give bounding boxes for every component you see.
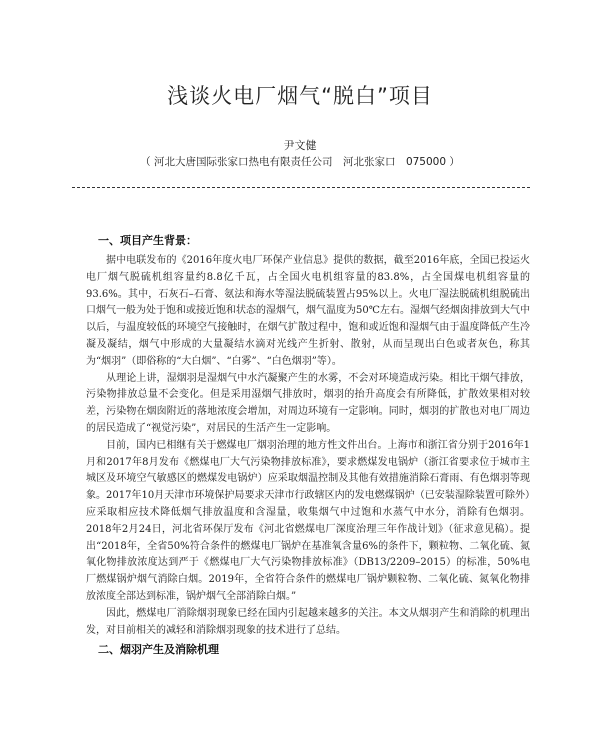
paragraph-2: 从理论上讲，湿烟羽是湿烟气中水汽凝聚产生的水雾，不会对环境造成污染。相比干烟气排放，污染物排放总量不会变化。但是采用湿烟气排放时，烟羽的抬升高度会有所降低，扩散效果相对较差，污染物在烟囱附近的落地浓度会增加，对周边环境有一定影响。同时，烟羽的扩散也对电厂周边的居民造成了“视觉污染”，对居民的生活产生一定影响。 — [86, 372, 530, 434]
section-heading-2: 二、烟羽产生及消除机理 — [98, 643, 219, 657]
paper-body — [86, 233, 530, 662]
paragraph-4: 因此，燃煤电厂消除烟羽现象已经在国内引起越来越多的关注。本文从烟羽产生和消除的机理出发，对目前相关的减轻和消除烟羽现象的技术进行了总结。 — [86, 607, 530, 636]
paragraph-3: 目前，国内已相继有关于燃煤电厂烟羽治理的地方性文件出台。上海市和浙江省分别于2016年1月和2017年8月发布《燃煤电厂大气污染物排放标准》，要求燃煤发电锅炉（浙江省要求位于城市主城区及环境空气敏感区的燃煤发电锅炉）应采取烟温控制及其他有效措施消除石膏雨、有色烟羽等现象。2017年10月天津市环境保护局要求天津市行政辖区内的发电燃煤锅炉（已安装湿除装置可除外）应采取相应技术降低烟气排放温度和含湿量，收集烟气中过饱和水蒸气中水分，消除有色烟羽。2018年2月24日，河北省环保厅发布《河北省燃煤电厂深度治理三年作战计划》（征求意见稿）。提出“2018年，全省50%符合条件的燃煤电厂锅炉在基准氧含量6%的条件下，颗粒物、二氧化硫、氮氧化物排放浓度达到严于《燃煤电厂大气污染物排放标准》（DB13/2209–2015）的标准，50%电厂燃煤锅炉烟气消除白烟。2019年，全省符合条件的燃煤电厂锅炉颗粒物、二氧化硫、氮氧化物排放浓度全部达到标准，锅炉烟气全部消除白烟。” — [86, 439, 530, 602]
paper-title: 浅谈火电厂烟气“脱白”项目 — [167, 84, 433, 108]
section-heading-1: 一、项目产生背景： — [98, 234, 197, 247]
author-affiliation: （ 河北大唐国际张家口热电有限责任公司 河北张家口 075000 ） — [140, 156, 460, 168]
author-name: 尹文健 — [283, 139, 317, 152]
header-divider — [72, 187, 530, 188]
paragraph-1: 据中电联发布的《2016年度火电厂环保产业信息》提供的数据，截至2016年底，全国已投运火电厂烟气脱硫机组容量约8.8亿千瓦，占全国火电机组容量的83.8%，占全国煤电机组容量的93.6%。其中，石灰石–石膏、氨法和海水等湿法脱硫装置占95%以上。火电厂湿法脱硫机组脱硫出口烟气一般为处于饱和或接近饱和状态的湿烟气，烟气温度为50℃左右。湿烟气经烟囱排放到大气中以后，与温度较低的环境空气接触时，在烟气扩散过程中，饱和或近饱和湿烟气由于温度降低产生冷凝及凝结，烟气中形成的大量凝结水滴对光线产生折射、散射，从而呈现出白色或者灰色，称其为“烟羽”（即俗称的“大白烟”、“白雾”、“白色烟羽”等）。 — [86, 255, 530, 367]
